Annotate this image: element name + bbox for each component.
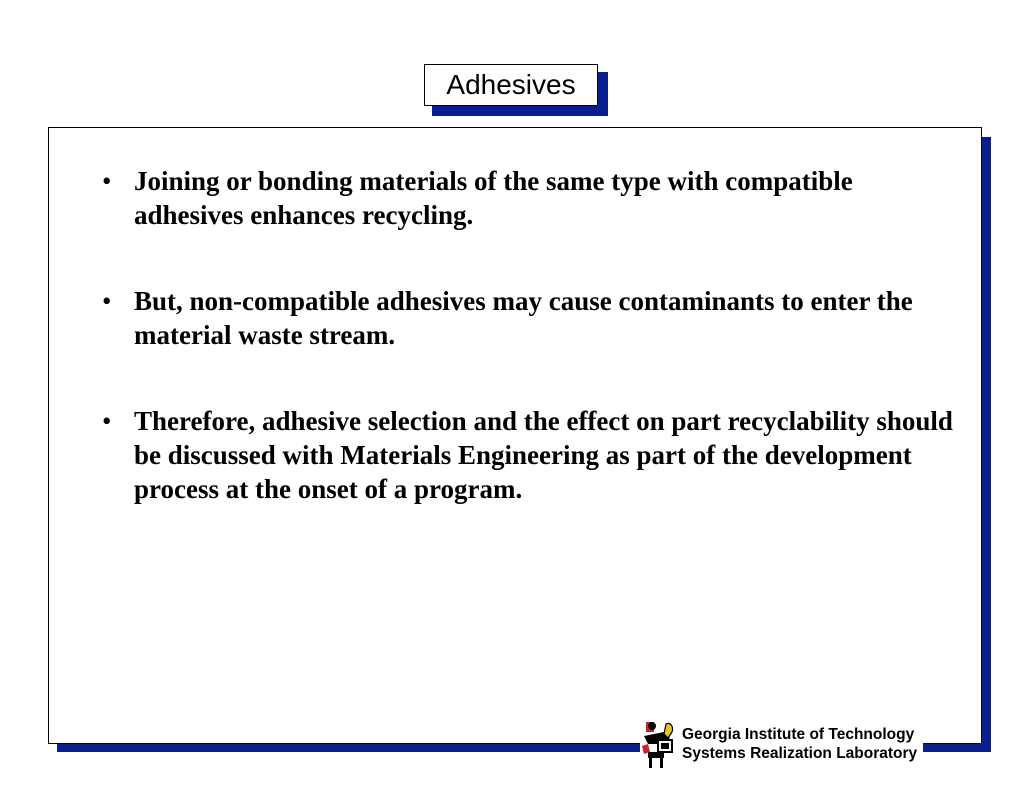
bullet-list bbox=[100, 164, 960, 558]
lab-name: Systems Realization Laboratory bbox=[682, 745, 918, 762]
institution-name: Georgia Institute of Technology bbox=[682, 726, 915, 743]
footer-logo bbox=[640, 718, 923, 770]
bullet-dot: • bbox=[102, 286, 112, 316]
slide-title: Adhesives bbox=[446, 69, 576, 100]
bullet-text: Joining or bonding materials of the same type with compatible adhesives enhances recycling. bbox=[134, 166, 853, 230]
footer-text bbox=[682, 725, 917, 763]
bullet-item bbox=[100, 404, 960, 506]
bullet-item bbox=[100, 284, 960, 352]
title-box bbox=[424, 64, 598, 106]
bullet-item bbox=[100, 164, 960, 232]
bullet-dot: • bbox=[102, 166, 112, 196]
bullet-dot: • bbox=[102, 406, 112, 436]
bullet-text: Therefore, adhesive selection and the effect on part recyclability should be discussed with Materials Engineering as part of the development process at the onset of a program. bbox=[134, 406, 953, 504]
bullet-text: But, non-compatible adhesives may cause contaminants to enter the material waste stream. bbox=[134, 286, 913, 350]
georgia-tech-mascot-icon bbox=[640, 718, 680, 770]
